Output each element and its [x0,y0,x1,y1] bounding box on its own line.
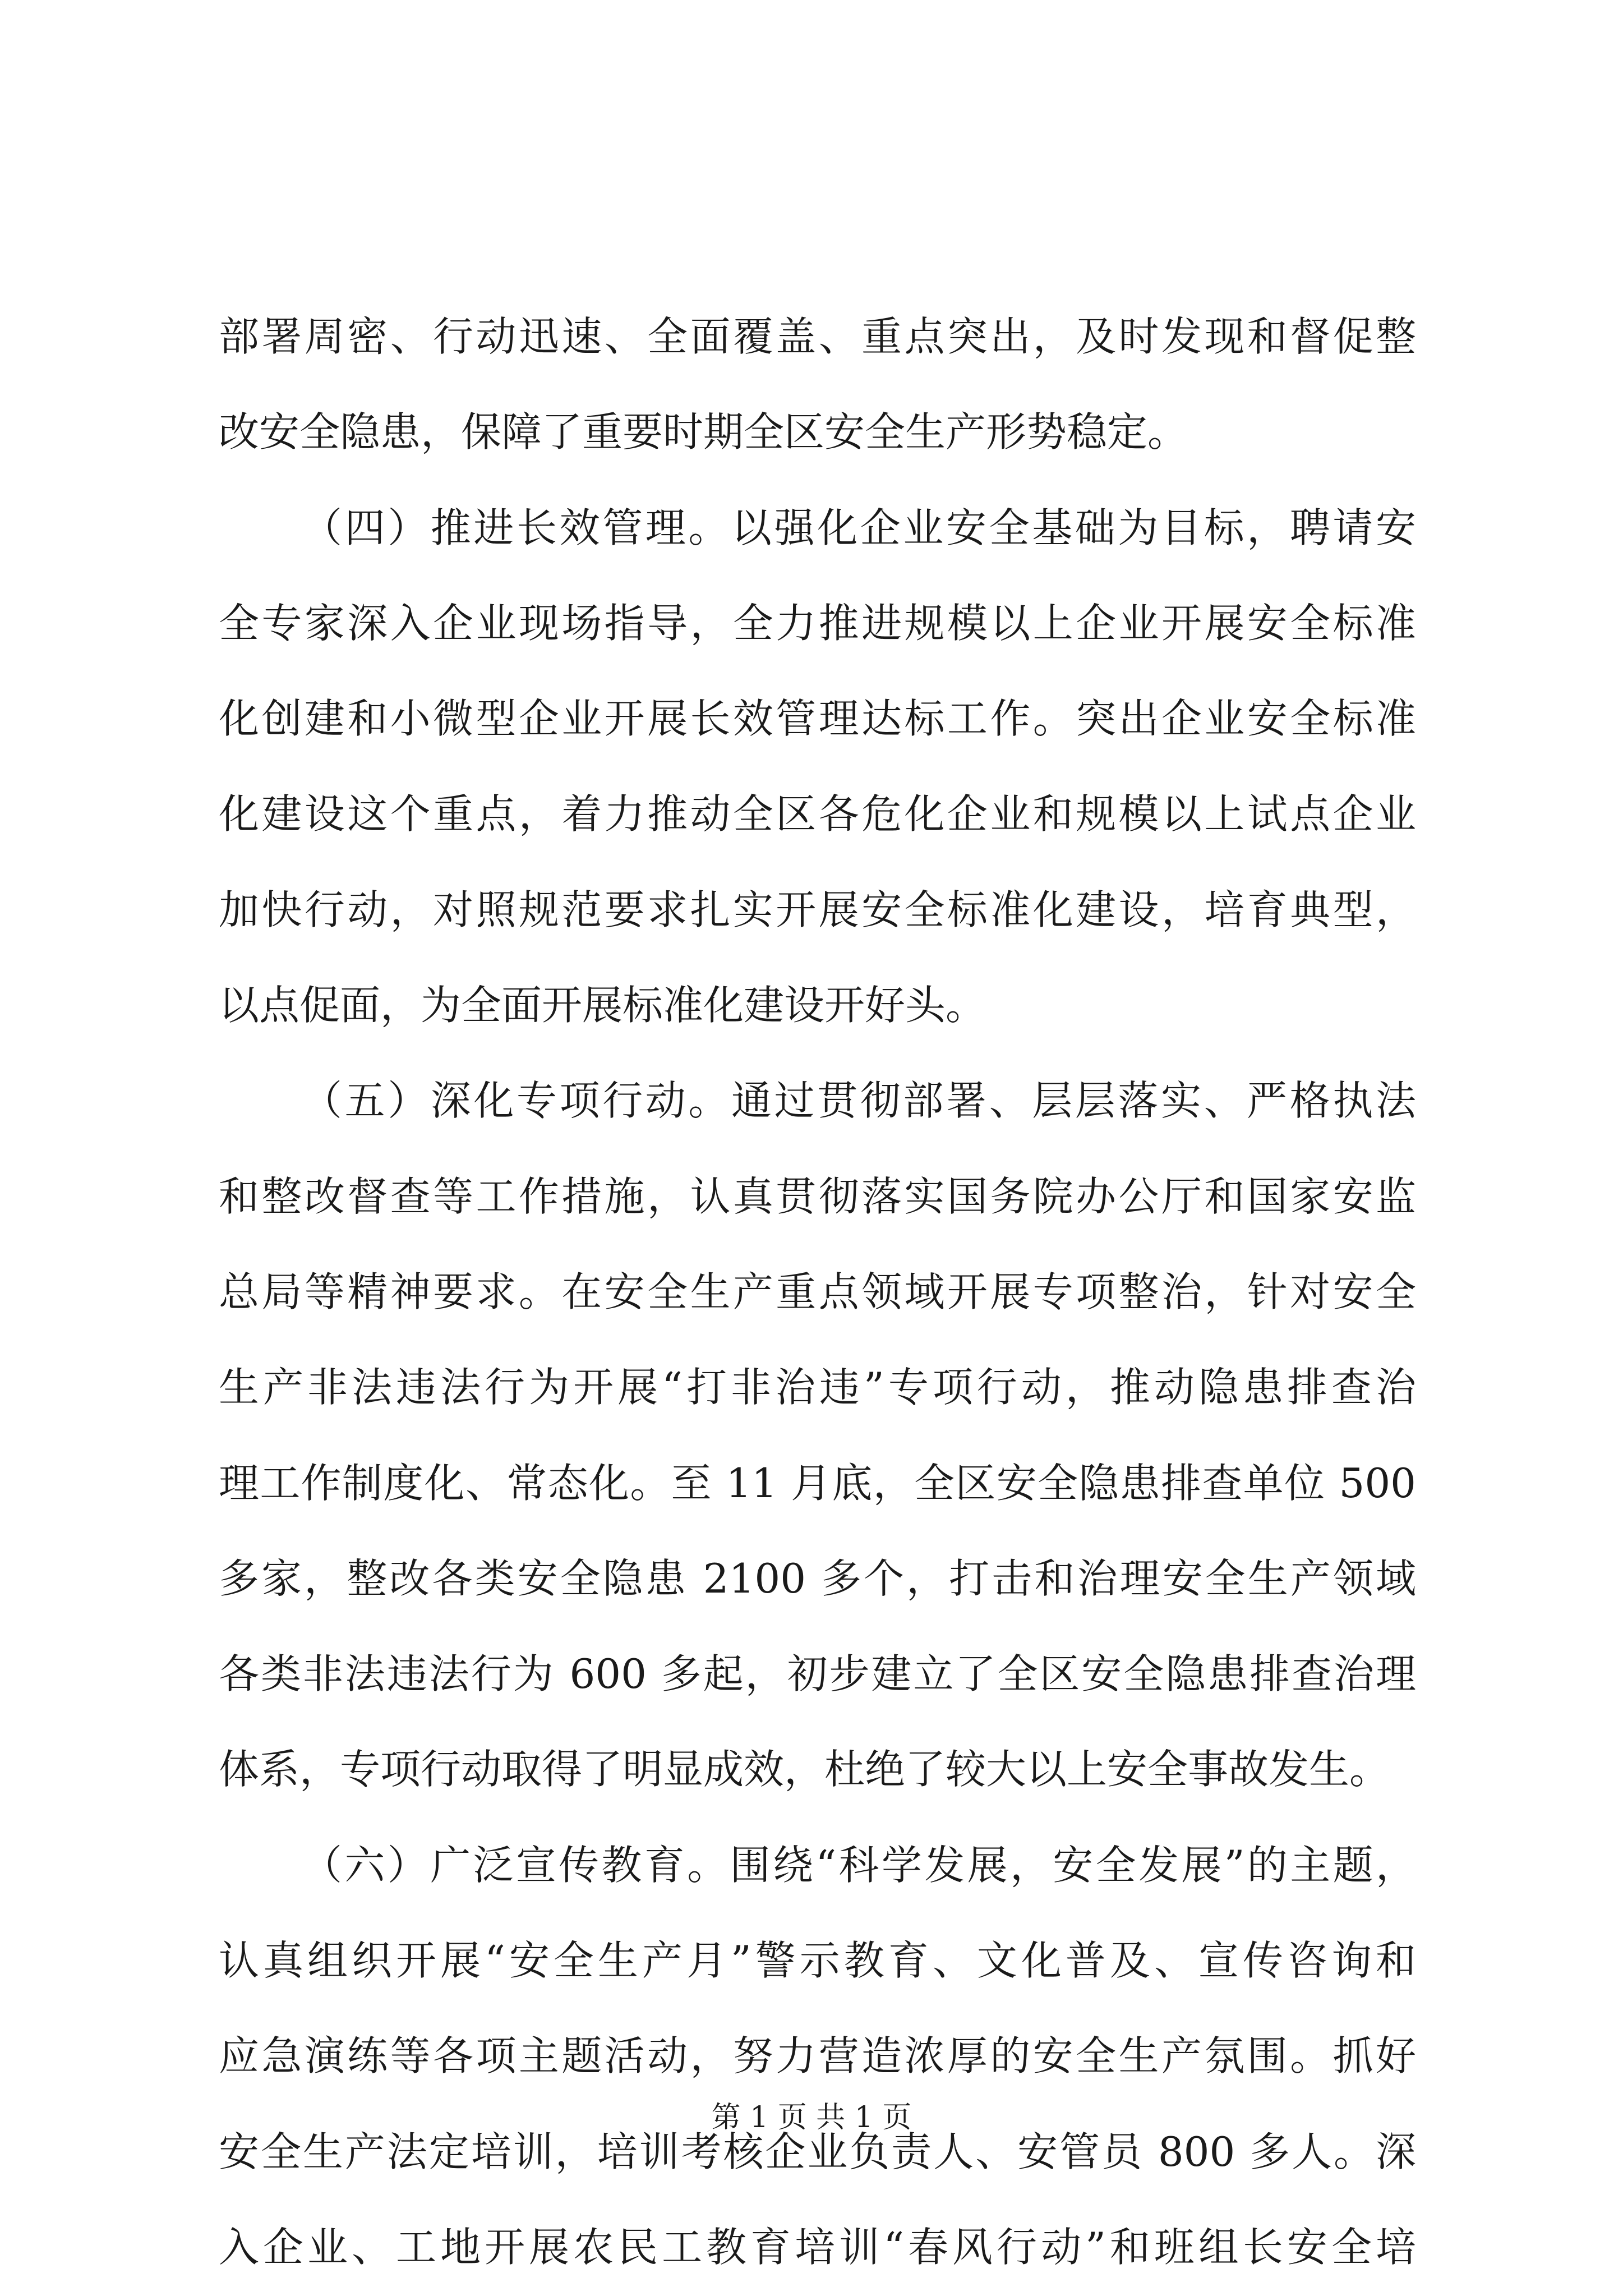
text-line: 化创建和小微型企业开展长效管理达标工作。突出企业安全标准 [219,695,1416,743]
paragraph-heading-line: （六）广泛宣传教育。围绕“科学发展，安全发展”的主题， [302,1841,1416,1889]
text-line: 全专家深入企业现场指导，全力推进规模以上企业开展安全标准 [219,599,1416,647]
text-line: 理工作制度化、常态化。至 11 月底，全区安全隐患排查单位 500 [219,1459,1416,1507]
text-line: 改安全隐患，保障了重要时期全区安全生产形势稳定。 [219,408,1188,456]
text-line: 多家，整改各类安全隐患 2100 多个，打击和治理安全生产领域 [219,1554,1416,1602]
text-line: 总局等精神要求。在安全生产重点领域开展专项整治，针对安全 [219,1268,1416,1315]
text-line: 以点促面，为全面开展标准化建设开好头。 [219,982,986,1029]
text-line: 加快行动，对照规范要求扎实开展安全标准化建设，培育典型， [219,886,1416,933]
text-line: 和整改督查等工作措施，认真贯彻落实国务院办公厅和国家安监 [219,1172,1416,1220]
page-footer: 第 1 页 共 1 页 [711,2101,912,2134]
body-text [219,289,1416,2295]
text-line: 部署周密、行动迅速、全面覆盖、重点突出，及时发现和督促整 [219,313,1416,360]
text-line: 生产非法违法行为开展“打非治违”专项行动，推动隐患排查治 [219,1364,1416,1411]
text-line: 应急演练等各项主题活动，努力营造浓厚的安全生产氛围。抓好 [219,2032,1416,2080]
text-line: 入企业、工地开展农民工教育培训“春风行动”和班组长安全培 [219,2223,1416,2271]
text-line: 各类非法违法行为 600 多起，初步建立了全区安全隐患排查治理 [219,1650,1416,1698]
text-line: 认真组织开展“安全生产月”警示教育、文化普及、宣传咨询和 [219,1937,1416,1985]
paragraph-heading-line: （五）深化专项行动。通过贯彻部署、层层落实、严格执法 [302,1077,1416,1125]
text-line: 化建设这个重点，着力推动全区各危化企业和规模以上试点企业 [219,790,1416,838]
text-line: 体系，专项行动取得了明显成效，杜绝了较大以上安全事故发生。 [219,1746,1390,1793]
paragraph-heading-line: （四）推进长效管理。以强化企业安全基础为目标，聘请安 [302,504,1416,551]
text-line: 安全生产法定培训，培训考核企业负责人、安管员 800 多人。深 [219,2128,1416,2175]
